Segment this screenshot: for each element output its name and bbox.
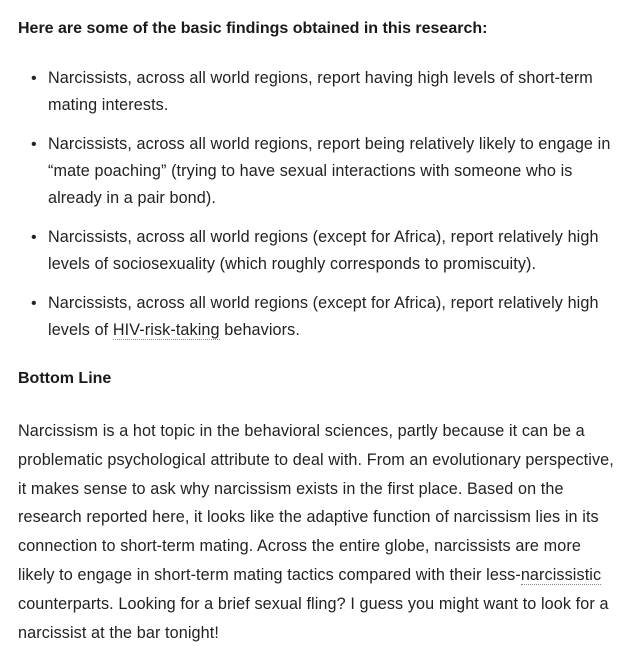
finding-text-after: behaviors.	[219, 321, 300, 339]
narcissistic-link[interactable]: narcissistic	[520, 565, 602, 584]
bottom-line-paragraph	[18, 417, 619, 647]
finding-text: Narcissists, across all world regions (except for Africa), report relatively high levels of sociosexuality (which roughly corresponds to promiscuity).	[48, 228, 599, 273]
bullet-icon: •	[31, 70, 37, 87]
bottom-line-heading: Bottom Line	[18, 370, 112, 387]
findings-list	[18, 65, 619, 344]
bullet-icon: •	[31, 229, 37, 246]
bullet-icon: •	[31, 136, 37, 153]
paragraph-text-after: counterparts. Looking for a brief sexual fling? I guess you might want to look for a narcissist at the bar tonight!	[18, 594, 609, 642]
list-item	[18, 290, 619, 344]
list-item	[18, 65, 619, 119]
hiv-risk-taking-link[interactable]: HIV-risk-taking	[112, 321, 220, 339]
finding-text: Narcissists, across all world regions, report having high levels of short-term mating interests.	[48, 69, 593, 114]
list-item	[18, 131, 619, 212]
bullet-icon: •	[31, 295, 37, 312]
list-item	[18, 224, 619, 278]
finding-text-before: Narcissists, across all world regions (except for Africa), report relatively high levels of	[48, 294, 599, 339]
finding-text: Narcissists, across all world regions, report being relatively likely to engage in “mate poaching” (trying to have sexual interactions with someone who is already in a pair bond).	[48, 135, 611, 207]
findings-heading: Here are some of the basic findings obtained in this research:	[18, 20, 488, 37]
paragraph-text-before: Narcissism is a hot topic in the behavioral sciences, partly because it can be a problematic psychological attribute to deal with. From an evolutionary perspective, it makes sense to ask why narcissism exists in the first place. Based on the research reported here, it looks like the adaptive function of narcissism lies in its connection to short-term mating. Across the entire globe, narcissists are more likely to engage in short-term mating tactics compared with their less-	[18, 422, 614, 584]
